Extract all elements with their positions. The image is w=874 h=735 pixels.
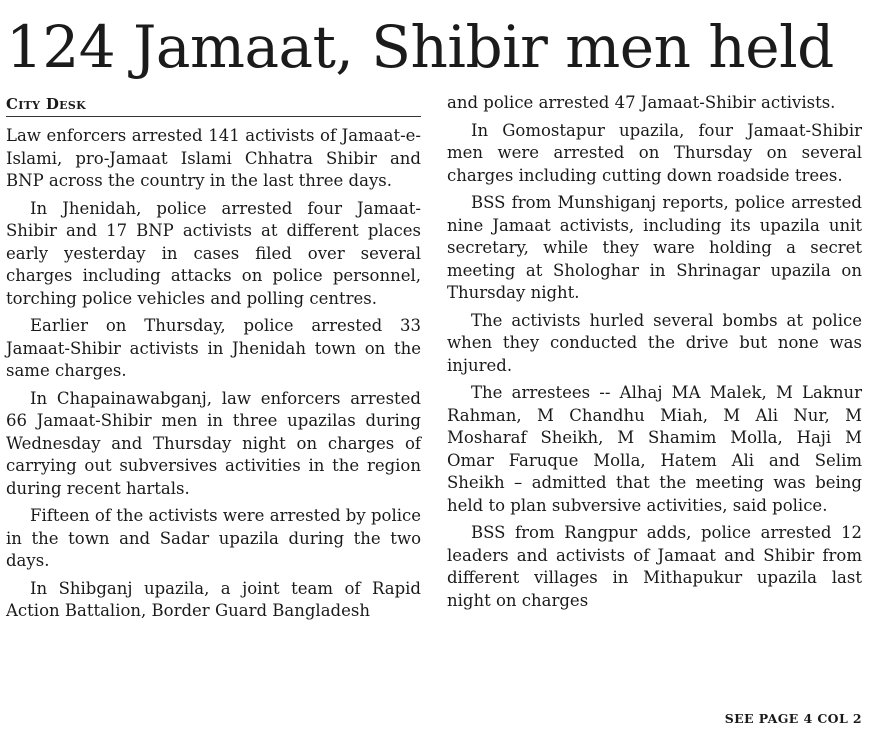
paragraph: BSS from Munshiganj reports, police arrested nine Jamaat activists, including its upazila unit secretary, while they ware holding a secret meeting at Shologhar in Shrinagar upazila on Thursday night.: [447, 193, 862, 302]
paragraph: Earlier on Thursday, police arrested 33 Jamaat-Shibir activists in Jhenidah town on the same charges.: [6, 316, 421, 380]
paragraph: In Shibganj upazila, a joint team of Rapid Action Battalion, Border Guard Bangladesh: [6, 578, 421, 620]
right-column: [447, 92, 862, 617]
headline: 124 Jamaat, Shibir men held: [6, 13, 834, 81]
jump-line: SEE PAGE 4 COL 2: [724, 711, 862, 726]
paragraph: BSS from Rangpur adds, police arrested 12 leaders and activists of Jamaat and Shibir from different villages in Mithapukur upazila last night on charges: [447, 523, 862, 610]
paragraph: Law enforcers arrested 141 activists of Jamaat-e-Islami, pro-Jamaat Islami Chhatra Shibir and BNP across the country in the last three days.: [6, 126, 421, 190]
paragraph: In Gomostapur upazila, four Jamaat-Shibir men were arrested on Thursday on several charges including cutting down roadside trees.: [447, 120, 862, 185]
paragraph: In Chapainawabganj, law enforcers arrested 66 Jamaat-Shibir men in three upazilas during Wednesday and Thursday night on charges of carrying out subversives activities in the region during recent hartals.: [6, 388, 421, 498]
paragraph: The arrestees -- Alhaj MA Malek, M Laknur Rahman, M Chandhu Miah, M Ali Nur, M Mosharaf Sheikh, M Shamim Molla, Haji M Omar Faruque Molla, Hatem Ali and Selim Sheikh – admitted that the meeting was being held to plan subversive activities, said police.: [447, 383, 862, 515]
paragraph: The activists hurled several bombs at police when they conducted the drive but none was injured.: [447, 310, 862, 375]
paragraph: and police arrested 47 Jamaat-Shibir activists.: [447, 93, 836, 112]
paragraph: In Jhenidah, police arrested four Jamaat-Shibir and 17 BNP activists at different places early yesterday in cases filed over several charges including attacks on police personnel, torching police vehicles and polling centres.: [6, 198, 421, 308]
paragraph: Fifteen of the activists were arrested by police in the town and Sadar upazila during the two days.: [6, 506, 421, 570]
left-column: [6, 92, 421, 628]
dateline: City Desk: [6, 92, 421, 117]
